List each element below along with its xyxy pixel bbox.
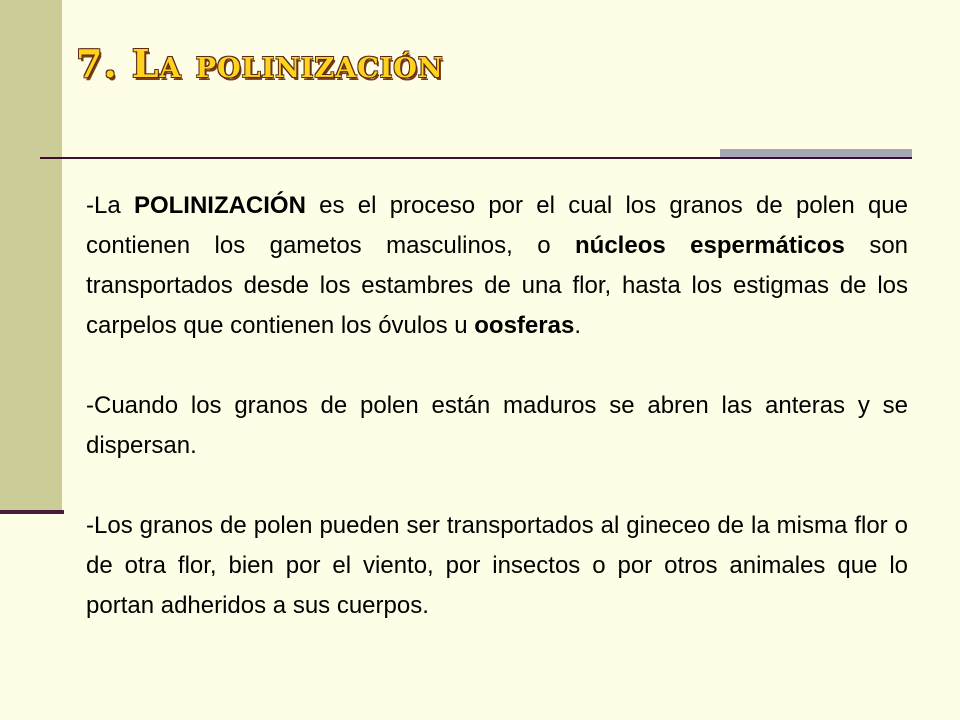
paragraph-anteras: -Cuando los granos de polen están maduros se abren las anteras y se dispersan. [86,392,908,459]
left-band-underline [0,510,64,514]
paragraph-definition-text: es el proceso por el cual los granos de polen que contienen los gametos masculinos, o [86,192,908,259]
paragraph-definition [86,186,908,346]
paragraph-definition-text: son transportados desde los estambres de una flor, hasta los estigmas de los carpelos que contienen los óvulos u [86,232,909,339]
paragraph-definition-text: -La [86,192,134,219]
term-oosferas: oosferas [474,312,575,339]
slide-title: 7. La polinización [76,41,444,86]
paragraph-definition-text: . [574,312,581,339]
title-divider-accent [720,149,912,157]
term-nucleos-espermaticos: núcleos espermáticos [575,232,845,259]
left-decorative-band [0,0,62,510]
title-divider [40,157,912,159]
slide-body [86,186,908,626]
paragraph-transporte: -Los granos de polen pueden ser transportados al gineceo de la misma flor o de otra flor, bien por el viento, por insectos o por otros animales que lo portan adheridos a sus cuerpos. [86,512,908,619]
term-polinizacion: POLINIZACIÓN [133,192,306,219]
